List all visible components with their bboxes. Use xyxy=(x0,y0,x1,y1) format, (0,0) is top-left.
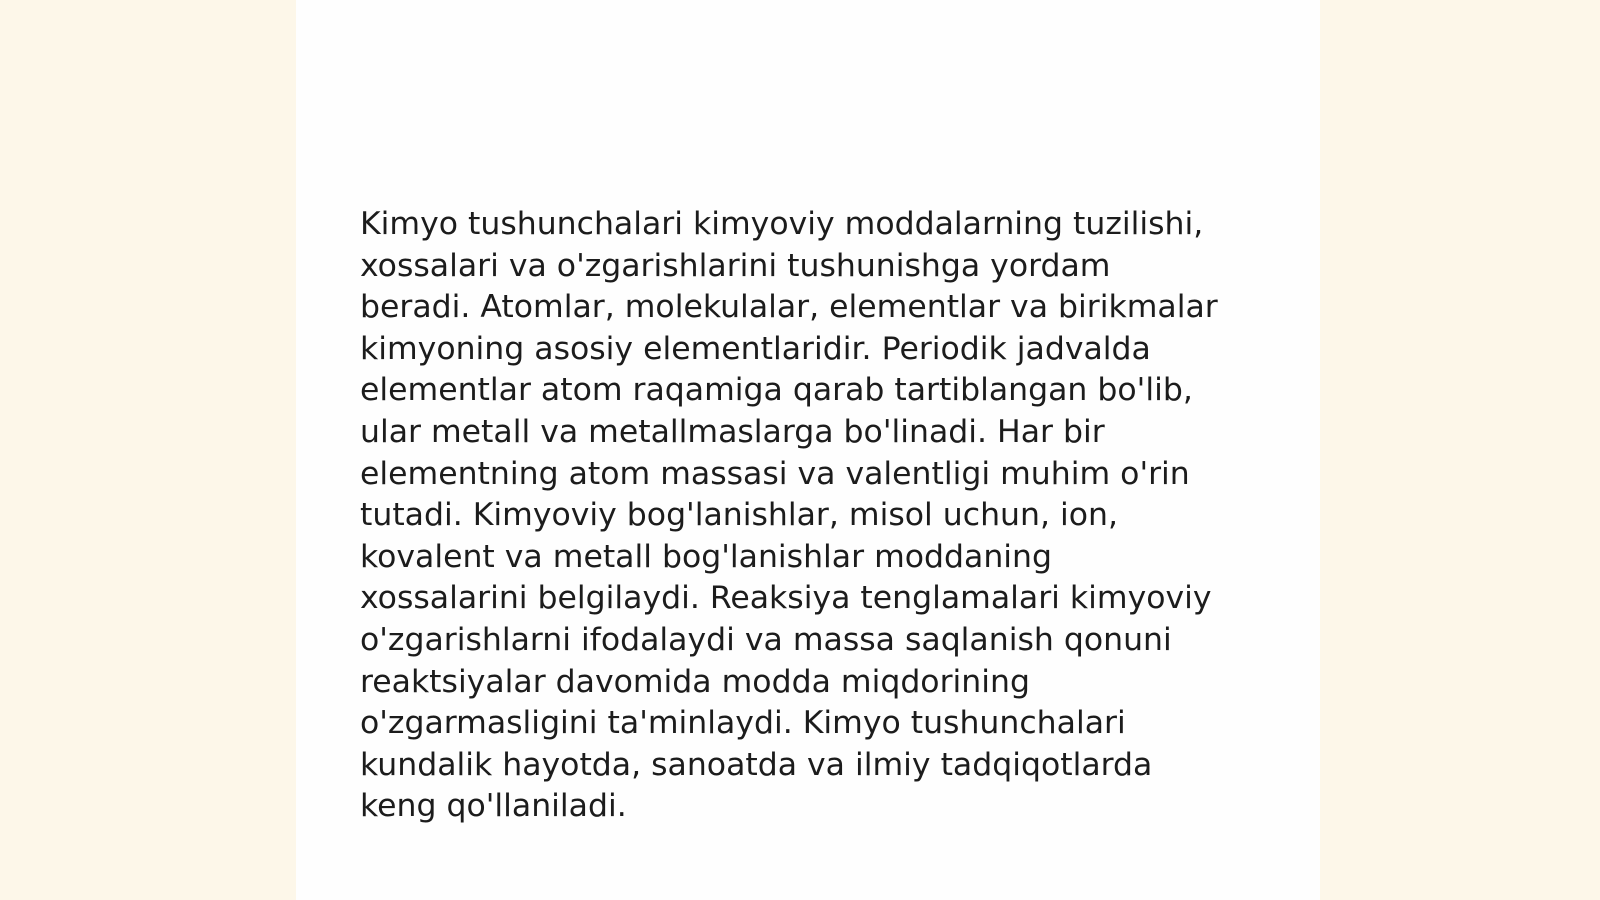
paragraph-line: kovalent va metall bog'lanishlar moddaning xyxy=(360,538,1053,575)
paragraph-line: elementning atom massasi va valentligi muhim o'rin xyxy=(360,455,1190,492)
paragraph-line: reaktsiyalar davomida modda miqdorining xyxy=(360,663,1030,700)
paragraph-line: xossalarini belgilaydi. Reaksiya tenglamalari kimyoviy xyxy=(360,580,1212,617)
paragraph-line: kimyoning asosiy elementlaridir. Periodik jadvalda xyxy=(360,330,1151,367)
paragraph-line: elementlar atom raqamiga qarab tartiblangan bo'lib, xyxy=(360,372,1193,409)
paragraph-line: keng qo'llaniladi. xyxy=(360,788,627,825)
paragraph-line: kundalik hayotda, sanoatda va ilmiy tadqiqotlarda xyxy=(360,746,1153,783)
paragraph-line: Kimyo tushunchalari kimyoviy moddalarning tuzilishi, xyxy=(360,206,1204,242)
document-page xyxy=(296,0,1320,900)
paragraph-line: xossalari va o'zgarishlarini tushunishga yordam xyxy=(360,247,1111,284)
paragraph-line: beradi. Atomlar, molekulalar, elementlar va birikmalar xyxy=(360,289,1218,326)
body-paragraph xyxy=(360,204,1260,828)
paragraph-line: ular metall va metallmaslarga bo'linadi. Har bir xyxy=(360,413,1105,450)
paragraph-line: tutadi. Kimyoviy bog'lanishlar, misol uchun, ion, xyxy=(360,497,1118,534)
paragraph-line: o'zgarmasligini ta'minlaydi. Kimyo tushunchalari xyxy=(360,705,1126,742)
paragraph-line: o'zgarishlarni ifodalaydi va massa saqlanish qonuni xyxy=(360,621,1172,658)
